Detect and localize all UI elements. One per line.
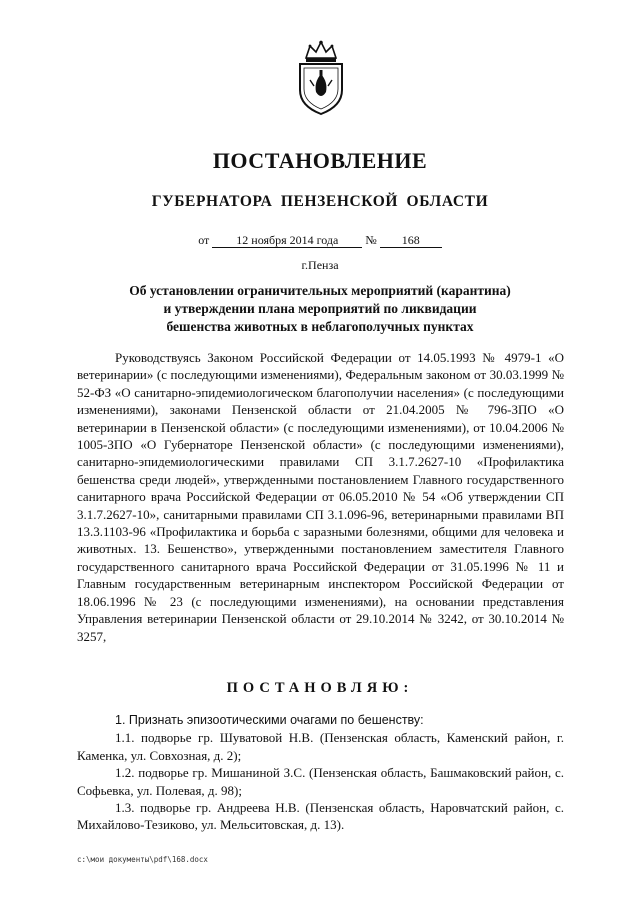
heading-line: и утверждении плана мероприятий по ликвидации — [163, 301, 477, 316]
preamble — [77, 349, 564, 645]
preamble-paragraph: Руководствуясь Законом Российской Федерации от 14.05.1993 № 4979-1 «О ветеринарии» (с последующими изменениями), Федеральным законом от 30.03.1999 № 52-ФЗ «О санитарно-эпидемиологическом благополучии населения» (с последующими изменениями), законами Пензенской области от 21.04.2005 № 796-ЗПО «О ветеринарии в Пензенской области» (с последующими изменениями), от 10.04.2006 № 1005-ЗПО «О Губернаторе Пензенской области» (с последующими изменениями), санитарно-эпидемиологическими правилами СП 3.1.7.2627-10 «Профилактика бешенства среди людей», утвержденными постановлением Главного государственного санитарного врача Российской Федерации от 06.05.2010 № 54 «Об утверждении СП 3.1.7.2627-10», санитарными правилами СП 3.1.096-96, ветеринарными правилами ВП 13.3.1103-96 «Профилактика и борьба с заразными болезнями, общими для человека и животных. 13. Бешенство», утвержденными постановлением заместителя Главного государственного санитарного врача Российской Федерации от 31.05.1996 № 11 и Главным государственным ветеринарным инспектором Российской Федерации от 18.06.1996 № 23 (с последующими изменениями), на основании представления Управления ветеринарии Пензенской области от 29.10.2014 № 3242, от 30.10.2014 № 3257, — [77, 350, 564, 644]
date-prefix: от — [198, 233, 210, 247]
heading-line: Об установлении ограничительных мероприятий (карантина) — [129, 283, 511, 298]
city: г.Пенза — [301, 258, 339, 272]
document-date: 12 ноября 2014 года — [212, 234, 362, 248]
document-number: 168 — [380, 234, 442, 248]
coat-of-arms-icon — [292, 40, 350, 116]
decree-item: 1.3. подворье гр. Андреева Н.В. (Пензенская область, Наровчатский район, с. Михайлово-Тезиково, ул. Мельситовская, д. 13). — [77, 800, 564, 833]
decree-item: 1.1. подворье гр. Шуватовой Н.В. (Пензенская область, Каменский район, г. Каменка, ул. Совхозная, д. 2); — [77, 730, 564, 763]
document-subtitle: ГУБЕРНАТОРА ПЕНЗЕНСКОЙ ОБЛАСТИ — [151, 193, 489, 210]
document-heading — [90, 282, 550, 336]
document-title: ПОСТАНОВЛЕНИЕ — [212, 148, 428, 173]
footer-file-path: c:\мои документы\pdf\168.docx — [77, 855, 208, 864]
decree-item: 1. Признать эпизоотическими очагами по бешенству: — [115, 713, 424, 727]
decree-item: 1.2. подворье гр. Мишаниной З.С. (Пензенская область, Башмаковский район, с. Софьевка, ул. Полевая, д. 98); — [77, 765, 564, 798]
decree-word: ПОСТАНОВЛЯЮ: — [226, 680, 414, 696]
number-prefix: № — [365, 233, 377, 247]
date-number-line — [0, 233, 640, 248]
heading-line: бешенства животных в неблагополучных пунктах — [166, 319, 474, 334]
decree-items — [77, 712, 564, 834]
